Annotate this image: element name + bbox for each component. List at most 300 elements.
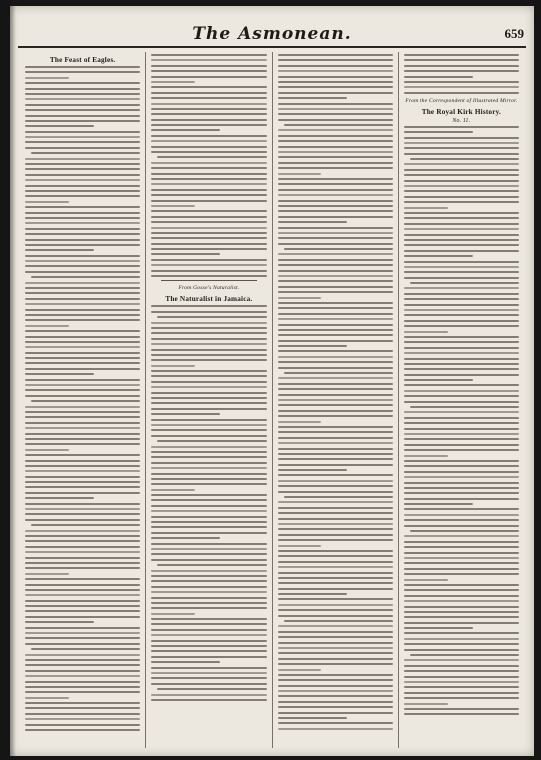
- text-line: [151, 119, 266, 121]
- text-line: [404, 271, 519, 273]
- text-line: [278, 119, 393, 121]
- text-line: [278, 216, 393, 218]
- text-line: [25, 195, 140, 197]
- text-line: [25, 282, 140, 284]
- text-line: [25, 82, 140, 84]
- text-line: [151, 489, 195, 491]
- text-line: [25, 125, 94, 127]
- text-line: [278, 588, 393, 590]
- text-line: [151, 424, 266, 426]
- text-line: [278, 205, 393, 207]
- text-line: [278, 221, 347, 223]
- text-line: [25, 540, 140, 542]
- text-line: [151, 650, 266, 652]
- text-line: [151, 451, 266, 453]
- text-line: [25, 239, 140, 241]
- text-line: [278, 464, 393, 466]
- text-line: [25, 707, 140, 709]
- text-line: [151, 656, 266, 658]
- text-line: [278, 706, 393, 708]
- text-line: [404, 304, 519, 306]
- text-line: [278, 286, 393, 288]
- text-line: [278, 572, 393, 574]
- text-line: [404, 487, 519, 489]
- text-line: [278, 442, 393, 444]
- text-line: [151, 640, 266, 642]
- text-line: [278, 604, 393, 606]
- text-line: [410, 158, 519, 160]
- text-line: [25, 454, 140, 456]
- text-line: [25, 158, 140, 160]
- text-line: [404, 223, 519, 225]
- text-line: [25, 433, 140, 435]
- text-line: [404, 239, 519, 241]
- text-line: [151, 559, 266, 561]
- text-line: [151, 305, 266, 307]
- text-line: [151, 467, 266, 469]
- text-line: [151, 629, 266, 631]
- text-line: [25, 686, 140, 688]
- text-line: [404, 595, 519, 597]
- text-line: [278, 189, 393, 191]
- text-line: [404, 293, 519, 295]
- text-line: [404, 153, 519, 155]
- text-line: [25, 352, 140, 354]
- text-line: [404, 352, 519, 354]
- text-line: [25, 341, 140, 343]
- text-line: [151, 537, 220, 539]
- text-line: [151, 259, 266, 261]
- text-line: [278, 329, 393, 331]
- text-line: [151, 216, 266, 218]
- text-line: [278, 113, 393, 115]
- text-line: [151, 473, 266, 475]
- text-line: [151, 264, 266, 266]
- text-line: [404, 250, 519, 252]
- text-line: [278, 728, 393, 730]
- text-line: [25, 406, 140, 408]
- text-line: [151, 672, 266, 674]
- text-line: [278, 167, 393, 169]
- text-line: [151, 532, 266, 534]
- text-line: [25, 287, 140, 289]
- text-line: [278, 512, 393, 514]
- text-line: [25, 174, 140, 176]
- text-line: [404, 401, 519, 403]
- text-line: [404, 535, 519, 537]
- text-line: [404, 390, 519, 392]
- text-line: [404, 498, 519, 500]
- text-line: [284, 124, 393, 126]
- text-line: [31, 524, 140, 526]
- text-line: [278, 291, 393, 293]
- text-line: [404, 196, 519, 198]
- text-line: [157, 440, 266, 442]
- text-line: [151, 97, 266, 99]
- text-line: [404, 703, 448, 705]
- text-line: [404, 573, 519, 575]
- text-line: [151, 200, 266, 202]
- text-line: [25, 88, 140, 90]
- text-line: [151, 667, 266, 669]
- newspaper-page: [10, 6, 534, 756]
- text-line: [151, 386, 266, 388]
- text-line: [278, 550, 393, 552]
- article-body: [25, 66, 140, 731]
- text-line: [25, 422, 140, 424]
- text-line: [25, 681, 140, 683]
- text-line: [151, 580, 266, 582]
- text-line: [25, 233, 140, 235]
- text-line: [410, 406, 519, 408]
- text-line: [404, 347, 519, 349]
- text-line: [151, 408, 266, 410]
- text-line: [404, 508, 519, 510]
- text-line: [25, 147, 140, 149]
- text-line: [151, 526, 266, 528]
- text-line: [278, 598, 393, 600]
- text-line: [404, 228, 519, 230]
- text-line: [278, 669, 322, 671]
- text-line: [404, 422, 519, 424]
- text-line: [278, 59, 393, 61]
- text-line: [404, 546, 519, 548]
- text-line: [25, 120, 140, 122]
- text-line: [278, 377, 393, 379]
- text-line: [25, 643, 140, 645]
- text-line: [25, 228, 140, 230]
- text-line: [404, 244, 519, 246]
- text-line: [31, 648, 140, 650]
- text-line: [404, 314, 519, 316]
- text-line: [404, 287, 519, 289]
- text-line: [151, 623, 266, 625]
- text-line: [151, 483, 266, 485]
- text-line: [404, 59, 519, 61]
- text-line: [151, 435, 266, 437]
- text-line: [151, 194, 266, 196]
- text-line: [278, 701, 393, 703]
- text-line: [151, 162, 266, 164]
- text-line: [404, 70, 519, 72]
- text-line: [25, 163, 140, 165]
- text-line: [151, 613, 195, 615]
- text-line: [25, 519, 140, 521]
- text-line: [151, 591, 266, 593]
- column-2: [146, 52, 272, 748]
- text-line: [278, 183, 393, 185]
- text-line: [25, 222, 140, 224]
- text-line: [151, 359, 266, 361]
- text-line: [404, 65, 519, 67]
- text-line: [25, 476, 140, 478]
- text-line: [278, 156, 393, 158]
- text-line: [151, 349, 266, 351]
- text-line: [404, 81, 519, 83]
- text-line: [151, 607, 266, 609]
- text-line: [25, 702, 140, 704]
- text-line: [278, 334, 393, 336]
- text-line: [25, 319, 140, 321]
- text-line: [404, 519, 519, 521]
- text-line: [25, 632, 140, 634]
- text-line: [25, 659, 140, 661]
- text-line: [278, 480, 393, 482]
- text-line: [151, 570, 266, 572]
- text-line: [404, 261, 519, 263]
- text-line: [278, 97, 347, 99]
- text-line: [151, 237, 266, 239]
- text-line: [278, 232, 393, 234]
- text-line: [404, 444, 519, 446]
- text-line: [278, 361, 393, 363]
- text-line: [278, 695, 393, 697]
- text-line: [151, 397, 266, 399]
- text-line: [404, 180, 519, 182]
- text-line: [151, 661, 220, 663]
- text-line: [278, 545, 322, 547]
- text-line: [404, 670, 519, 672]
- text-line: [25, 298, 140, 300]
- text-line: [25, 578, 140, 580]
- text-line: [25, 168, 140, 170]
- column-1: [20, 52, 146, 748]
- text-line: [278, 243, 393, 245]
- text-line: [25, 438, 140, 440]
- text-line: [25, 557, 140, 559]
- text-line: [404, 428, 519, 430]
- text-line: [278, 140, 393, 142]
- text-line: [404, 562, 519, 564]
- text-line: [151, 375, 266, 377]
- text-line: [404, 525, 519, 527]
- text-line: [151, 70, 266, 72]
- text-line: [25, 98, 140, 100]
- text-line: [25, 314, 140, 316]
- text-line: [278, 566, 393, 568]
- text-line: [25, 713, 140, 715]
- text-line: [404, 86, 519, 88]
- text-line: [284, 620, 393, 622]
- text-line: [25, 497, 94, 499]
- text-line: [151, 516, 266, 518]
- text-line: [25, 249, 94, 251]
- text-line: [151, 494, 266, 496]
- text-line: [151, 694, 266, 696]
- text-line: [151, 510, 266, 512]
- text-line: [404, 611, 519, 613]
- text-line: [151, 135, 266, 137]
- text-line: [404, 449, 519, 451]
- text-line: [404, 147, 519, 149]
- text-line: [278, 307, 393, 309]
- text-line: [278, 54, 393, 56]
- text-line: [151, 381, 266, 383]
- text-line: [404, 142, 519, 144]
- text-line: [278, 679, 393, 681]
- text-line: [278, 173, 322, 175]
- text-line: [404, 471, 519, 473]
- text-line: [404, 325, 519, 327]
- article-body: [151, 305, 266, 701]
- text-line: [404, 341, 519, 343]
- text-line: [25, 141, 140, 143]
- text-line: [278, 642, 393, 644]
- text-line: [278, 313, 393, 315]
- text-line: [404, 692, 519, 694]
- text-line: [151, 456, 266, 458]
- text-line: [151, 575, 266, 577]
- text-line: [278, 210, 393, 212]
- text-line: [404, 266, 519, 268]
- text-line: [278, 302, 393, 304]
- text-line: [410, 530, 519, 532]
- text-line: [404, 616, 519, 618]
- text-line: [404, 185, 519, 187]
- article-body: [151, 54, 266, 277]
- text-line: [278, 146, 393, 148]
- page-number: 659: [504, 26, 524, 41]
- text-line: [404, 713, 519, 715]
- text-line: [25, 546, 140, 548]
- text-line: [151, 311, 266, 313]
- text-line: [151, 76, 266, 78]
- text-line: [157, 156, 266, 158]
- text-line: [278, 227, 393, 229]
- text-line: [151, 227, 266, 229]
- text-line: [25, 271, 140, 273]
- text-line: [25, 93, 140, 95]
- text-line: [151, 332, 266, 334]
- text-line: [278, 399, 393, 401]
- text-line: [25, 185, 140, 187]
- text-line: [25, 486, 140, 488]
- article-title-feast-of-eagles: The Feast of Eagles.: [49, 56, 116, 64]
- text-line: [25, 675, 140, 677]
- text-line: [404, 384, 519, 386]
- text-line: [25, 513, 140, 515]
- text-line: [404, 217, 519, 219]
- text-line: [404, 92, 519, 94]
- text-line: [151, 86, 266, 88]
- text-line: [25, 416, 140, 418]
- text-line: [278, 297, 322, 299]
- text-line: [25, 594, 140, 596]
- text-line: [278, 421, 322, 423]
- text-line: [404, 503, 473, 505]
- article-title-naturalist-in-jamaica: The Naturalist in Jamaica.: [165, 295, 253, 304]
- text-line: [25, 346, 140, 348]
- text-line: [278, 345, 347, 347]
- text-line: [278, 270, 393, 272]
- text-line: [278, 194, 393, 196]
- text-line: [25, 670, 140, 672]
- article-body: [404, 54, 519, 94]
- text-line: [404, 492, 519, 494]
- text-line: [25, 449, 69, 451]
- text-line: [25, 589, 140, 591]
- text-line: [151, 683, 266, 685]
- text-line: [151, 699, 266, 701]
- text-line: [25, 503, 140, 505]
- text-line: [404, 638, 519, 640]
- text-line: [151, 140, 266, 142]
- text-line: [25, 362, 140, 364]
- text-line: [25, 190, 140, 192]
- text-line: [25, 66, 140, 68]
- text-line: [151, 365, 195, 367]
- text-line: [25, 470, 140, 472]
- text-line: [278, 280, 393, 282]
- text-line: [278, 426, 393, 428]
- text-line: [151, 338, 266, 340]
- text-line: [25, 562, 140, 564]
- text-line: [278, 636, 393, 638]
- text-line: [404, 622, 519, 624]
- text-line: [278, 647, 393, 649]
- text-line: [25, 384, 140, 386]
- text-line: [151, 253, 220, 255]
- text-line: [278, 528, 393, 530]
- text-line: [404, 331, 448, 333]
- text-line: [278, 625, 393, 627]
- text-line: [151, 419, 266, 421]
- text-line: [404, 190, 519, 192]
- text-line: [151, 248, 266, 250]
- text-line: [25, 201, 69, 203]
- text-line: [278, 253, 393, 255]
- text-line: [278, 81, 393, 83]
- text-line: [151, 124, 266, 126]
- text-line: [25, 691, 140, 693]
- text-line: [151, 232, 266, 234]
- text-line: [404, 514, 519, 516]
- text-line: [278, 555, 393, 557]
- article-body: [404, 126, 519, 716]
- text-line: [278, 593, 347, 595]
- text-line: [25, 530, 140, 532]
- text-line: [278, 717, 347, 719]
- text-line: [151, 343, 266, 345]
- text-line: [404, 686, 519, 688]
- text-line: [151, 370, 266, 372]
- text-line: [25, 621, 94, 623]
- text-line: [404, 659, 519, 661]
- text-line: [25, 379, 140, 381]
- text-line: [151, 586, 266, 588]
- text-line: [25, 109, 140, 111]
- text-line: [25, 292, 140, 294]
- text-line: [404, 207, 448, 209]
- text-line: [31, 276, 140, 278]
- text-line: [278, 453, 393, 455]
- text-line: [25, 654, 140, 656]
- text-line: [404, 320, 519, 322]
- text-line: [151, 151, 266, 153]
- text-line: [404, 358, 519, 360]
- text-line: [404, 482, 519, 484]
- text-line: [404, 137, 519, 139]
- text-line: [151, 499, 266, 501]
- text-line: [404, 336, 519, 338]
- text-line: [151, 59, 266, 61]
- text-line: [25, 368, 140, 370]
- text-line: [151, 478, 266, 480]
- text-line: [151, 543, 266, 545]
- article-source: From Gosse's Naturalist.: [178, 285, 240, 292]
- text-line: [404, 455, 448, 457]
- text-line: [278, 631, 393, 633]
